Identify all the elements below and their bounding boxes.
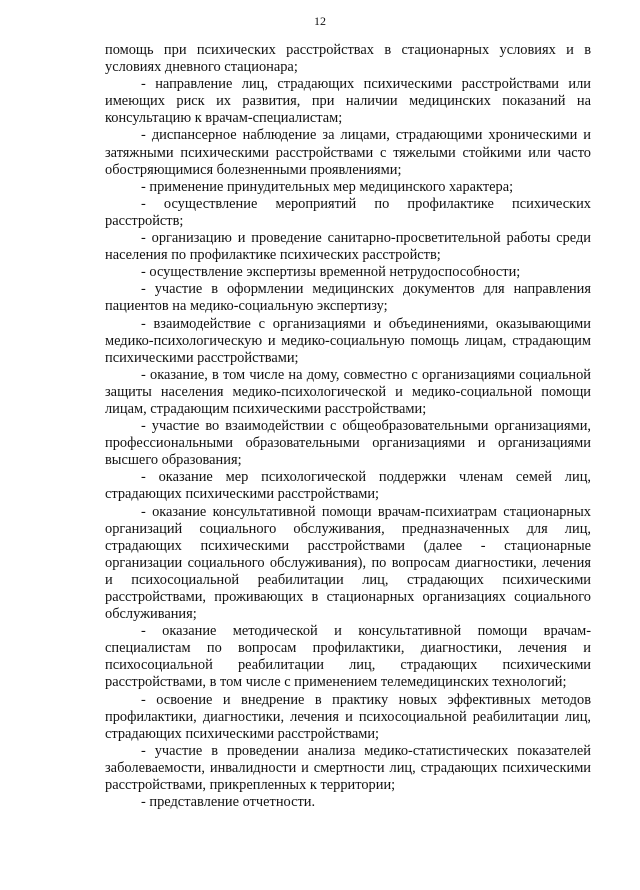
list-item-referral: - направление лиц, страдающих психическими расстройствами или имеющих риск их развития, при наличии медицинских показаний на консультацию к врачам-специалистам;: [105, 76, 591, 127]
list-item-methodical-help: - оказание методической и консультативной помощи врачам-специалистам по вопросам профилактики, диагностики, лечения и психосоциальной реабилитации лиц, страдающих психическими расстройствами, в том числе с применением телемедицинских технологий;: [105, 623, 591, 691]
list-item-compulsory-measures: - применение принудительных мер медицинского характера;: [141, 178, 514, 195]
list-item-disability-examination: - осуществление экспертизы временной нетрудоспособности;: [141, 264, 521, 281]
list-item-interaction-organizations: - взаимодействие с организациями и объединениями, оказывающими медико-психологическую и медико-социальную помощь лицам, страдающим психическими расстройствами;: [105, 315, 591, 366]
list-item-dispensary-observation: - диспансерное наблюдение за лицами, страдающими хроническими и затяжными психическими расстройствами с тяжелыми стойкими или часто обостряющимися болезненными проявлениями;: [105, 127, 591, 178]
list-item-new-methods: - освоение и внедрение в практику новых эффективных методов профилактики, диагностики, лечения и психосоциальной реабилитации лиц, страдающих психическими расстройствами;: [105, 691, 591, 742]
list-item-reporting: - представление отчетности.: [141, 794, 316, 811]
list-item-consultative-help: - оказание консультативной помощи врачам-психиатрам стационарных организаций социального обслуживания, предназначенных для лиц, страдающих психическими расстройствами (далее - стационарные организации социального обслуживания), по вопросам диагностики, лечения и психосоциальной реабилитации лиц, страдающих психическими расстройствами, проживающих в стационарных организациях социального обслуживания;: [105, 503, 591, 623]
document-body: [105, 42, 591, 811]
list-item-statistics-analysis: - участие в проведении анализа медико-статистических показателей заболеваемости, инвалидности и смертности лиц, страдающих психическими расстройствами, прикрепленных к территории;: [105, 742, 591, 794]
list-item-medical-documents: - участие в оформлении медицинских документов для направления пациентов на медико-социальную экспертизу;: [105, 281, 591, 315]
paragraph-continuation: помощь при психических расстройствах в стационарных условиях и в условиях дневного стационара;: [105, 42, 591, 76]
list-item-education-interaction: - участие во взаимодействии с общеобразовательными организациями, профессиональными образовательными организациями и организациями высшего образования;: [105, 418, 591, 469]
list-item-home-care: - оказание, в том числе на дому, совместно с организациями социальной защиты населения медико-психологической и медико-социальной помощи лицам, страдающим психическими расстройствами;: [105, 366, 591, 417]
list-item-family-support: - оказание мер психологической поддержки членам семей лиц, страдающих психическими расстройствами;: [105, 469, 591, 503]
page-number: 12: [314, 14, 326, 28]
list-item-prevention: - осуществление мероприятий по профилактике психических расстройств;: [105, 195, 591, 229]
list-item-sanitary-education: - организацию и проведение санитарно-просветительной работы среди населения по профилактике психических расстройств;: [105, 230, 591, 264]
